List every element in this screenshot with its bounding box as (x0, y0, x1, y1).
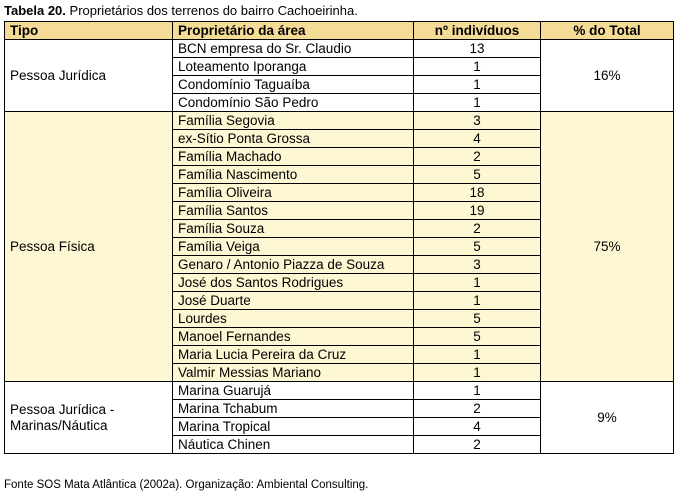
owner-cell: Marina Tchabum (173, 400, 414, 418)
owner-cell: Família Souza (173, 220, 414, 238)
count-cell: 18 (414, 184, 541, 202)
count-cell: 5 (414, 310, 541, 328)
group-percent-fisica: 75% (541, 112, 674, 382)
count-cell: 4 (414, 130, 541, 148)
header-total: % do Total (541, 22, 674, 40)
owner-cell: ex-Sítio Ponta Grossa (173, 130, 414, 148)
group-tipo-marinas-line2: Marinas/Náutica (10, 417, 108, 433)
count-cell: 2 (414, 400, 541, 418)
group-tipo-fisica: Pessoa Física (5, 112, 173, 382)
owner-cell: Loteamento Iporanga (173, 58, 414, 76)
owner-cell: BCN empresa do Sr. Claudio (173, 40, 414, 58)
owner-cell: Família Veiga (173, 238, 414, 256)
table-row (5, 112, 674, 130)
count-cell: 13 (414, 40, 541, 58)
header-proprietario: Proprietário da área (173, 22, 414, 40)
count-cell: 3 (414, 256, 541, 274)
header-tipo: Tipo (5, 22, 173, 40)
owner-cell: Genaro / Antonio Piazza de Souza (173, 256, 414, 274)
owner-cell: Valmir Messias Mariano (173, 364, 414, 382)
owner-cell: Maria Lucia Pereira da Cruz (173, 346, 414, 364)
count-cell: 1 (414, 292, 541, 310)
table-caption (4, 3, 358, 19)
owner-cell: Família Machado (173, 148, 414, 166)
owner-cell: Manoel Fernandes (173, 328, 414, 346)
owner-cell: Náutica Chinen (173, 436, 414, 454)
count-cell: 1 (414, 76, 541, 94)
count-cell: 2 (414, 220, 541, 238)
table-source-note: Fonte SOS Mata Atlântica (2002a). Organização: Ambiental Consulting. (4, 479, 369, 491)
header-row (5, 22, 674, 40)
header-individuos: nº indivíduos (414, 22, 541, 40)
owner-cell: José dos Santos Rodrigues (173, 274, 414, 292)
count-cell: 5 (414, 238, 541, 256)
group-tipo-marinas-line1: Pessoa Jurídica - (10, 401, 115, 417)
count-cell: 1 (414, 346, 541, 364)
owner-cell: Família Segovia (173, 112, 414, 130)
count-cell: 5 (414, 328, 541, 346)
table-caption-text: Proprietários dos terrenos do bairro Cachoeirinha. (65, 3, 358, 18)
owner-cell: Família Nascimento (173, 166, 414, 184)
count-cell: 1 (414, 382, 541, 400)
count-cell: 1 (414, 364, 541, 382)
owners-table (4, 21, 674, 454)
owner-cell: Família Santos (173, 202, 414, 220)
count-cell: 19 (414, 202, 541, 220)
owner-cell: Marina Guarujá (173, 382, 414, 400)
count-cell: 2 (414, 436, 541, 454)
owner-cell: Família Oliveira (173, 184, 414, 202)
group-tipo-marinas (5, 382, 173, 454)
table-caption-label: Tabela 20. (4, 3, 66, 18)
owner-cell: Lourdes (173, 310, 414, 328)
count-cell: 4 (414, 418, 541, 436)
owner-cell: José Duarte (173, 292, 414, 310)
table-row (5, 40, 674, 58)
count-cell: 1 (414, 274, 541, 292)
owner-cell: Condomínio São Pedro (173, 94, 414, 112)
table-row (5, 382, 674, 400)
owner-cell: Condomínio Taguaíba (173, 76, 414, 94)
count-cell: 3 (414, 112, 541, 130)
count-cell: 2 (414, 148, 541, 166)
group-percent-marinas: 9% (541, 382, 674, 454)
count-cell: 5 (414, 166, 541, 184)
group-tipo-juridica: Pessoa Jurídica (5, 40, 173, 112)
group-percent-juridica: 16% (541, 40, 674, 112)
owner-cell: Marina Tropical (173, 418, 414, 436)
count-cell: 1 (414, 94, 541, 112)
count-cell: 1 (414, 58, 541, 76)
